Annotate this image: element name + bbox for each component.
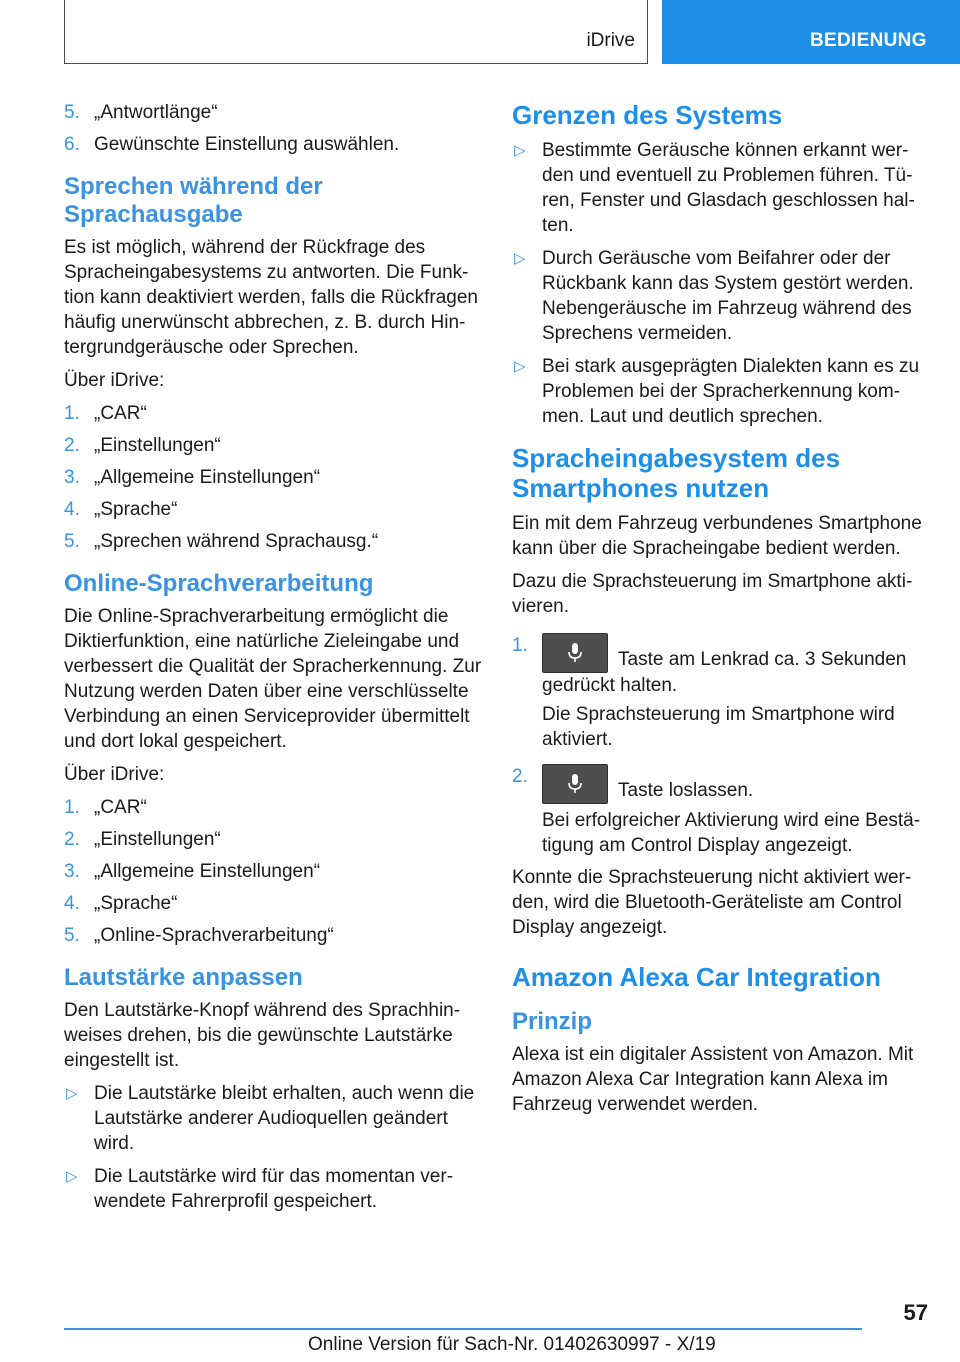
list-item: 1. „CAR“ [64,403,147,424]
list-item: 6. Gewünschte Einstellung auswählen. [64,134,400,155]
heading-alexa: Amazon Alexa Car Integration [512,962,881,992]
limits-bullets [512,138,928,429]
footer-online-version: Online Version für Sach-Nr. 01402630997 - X/19 [308,1334,716,1355]
list-item: ▷ Die Lautstärke bleibt erhalten, auch wenn die Lautstärke anderer Audioquellen geändert wird. [66,1083,475,1154]
paragraph: Über iDrive: [64,764,165,785]
microphone-icon [542,633,608,673]
paragraph: Konnte die Sprachsteuerung nicht aktiviert werden, wird die Bluetooth-Geräteliste am Control Display angezeigt. [512,867,912,938]
triangle-right-icon: ▷ [514,358,526,375]
list-item: 3. „Allgemeine Einstellungen“ [64,861,321,882]
list-item: 3. „Allgemeine Einstellungen“ [64,467,321,488]
heading-system-limits: Grenzen des Systems [512,100,783,130]
list-item: 1. „CAR“ [64,797,147,818]
list-item: 2. „Einstellungen“ [64,435,221,456]
list-item: 1. Taste am Lenkrad ca. 3 Sekunden gedrückt halten. Die Sprachsteuerung im Smartphone wird aktiviert. [512,633,928,752]
chapter-tab: BEDIENUNG [662,0,960,64]
right-column [512,100,928,1125]
list-item: ▷ Durch Geräusche vom Beifahrer oder der Rückbank kann das System gestört werden. Nebengeräusche im Fahrzeug während des Sprechens vermeiden. [514,248,914,344]
list-item: 5. „Antwortlänge“ [64,102,218,123]
paragraph: Die Online-Sprachverarbeitung ermöglicht die Diktierfunktion, eine natürliche Zieleingabe und verbessert die Qualität der Spracherkennung. Zur Nutzung werden Daten über eine verschlüsselte Verbindung an einen Serviceprovider übermittelt und dort lokal gespeichert. [64,606,482,752]
list-item: 4. „Sprache“ [64,893,178,914]
list-item: ▷ Bei stark ausgeprägten Dialekten kann es zu Problemen bei der Spracherkennung kommen. Laut und deutlich sprechen. [514,356,920,427]
speak-steps [64,401,484,554]
triangle-right-icon: ▷ [66,1085,78,1102]
heading-smartphone-voice: Spracheingabesystem des Smartphones nutzen [512,443,841,503]
microphone-icon [542,764,608,804]
list-item: 5. „Sprechen während Sprachausg.“ [64,531,379,552]
volume-bullets [64,1081,484,1214]
list-item: ▷ Die Lautstärke wird für das momentan verwendete Fahrerprofil gespeichert. [66,1166,454,1212]
left-column [64,100,484,1222]
step-result: Die Sprachsteuerung im Smartphone wird aktiviert. [542,704,895,750]
triangle-right-icon: ▷ [66,1168,78,1185]
list-item: ▷ Bestimmte Geräusche können erkannt werden und eventuell zu Problemen führen. Türen, Fenster und Glasdach geschlossen halten. [514,140,915,236]
header-section-label: iDrive [586,30,635,51]
heading-online-processing: Online-Sprachverarbeitung [64,570,374,597]
smartphone-steps [512,633,928,858]
page-number: 57 [903,1300,928,1325]
heading-principle: Prinzip [512,1008,593,1035]
header-frame [64,0,648,64]
paragraph: Es ist möglich, während der Rückfrage des Spracheingabesystems zu antworten. Die Funktion kann deaktiviert werden, falls die Rückfragen häufig unerwünscht abbrechen, z. B. durch Hintergrundgeräusche oder Sprechen. [64,237,479,358]
footer-divider [64,1328,862,1330]
online-steps [64,795,484,948]
list-item: 5. „Online-Sprachverarbeitung“ [64,925,334,946]
paragraph: Ein mit dem Fahrzeug verbundenes Smartphone kann über die Spracheingabe bedient werden. [512,513,922,559]
triangle-right-icon: ▷ [514,250,526,267]
list-item: 2. Taste loslassen. Bei erfolgreicher Aktivierung wird eine Bestätigung am Control Display angezeigt. [512,764,928,858]
paragraph: Alexa ist ein digitaler Assistent von Amazon. Mit Amazon Alexa Car Integration kann Alexa im Fahrzeug verwendet werden. [512,1044,914,1115]
intro-steps [64,100,484,157]
list-item: 4. „Sprache“ [64,499,178,520]
heading-volume: Lautstärke anpassen [64,964,303,991]
heading-speak-during-output: Sprechen während der Sprachausgabe [64,173,323,228]
step-result: Bei erfolgreicher Aktivierung wird eine Bestätigung am Control Display angezeigt. [542,810,921,856]
paragraph: Dazu die Sprachsteuerung im Smartphone aktivieren. [512,571,913,617]
paragraph: Über iDrive: [64,370,165,391]
paragraph: Den Lautstärke-Knopf während des Sprachhinweises drehen, bis die gewünschte Lautstärke eingestellt ist. [64,1000,461,1071]
list-item: 2. „Einstellungen“ [64,829,221,850]
triangle-right-icon: ▷ [514,142,526,159]
